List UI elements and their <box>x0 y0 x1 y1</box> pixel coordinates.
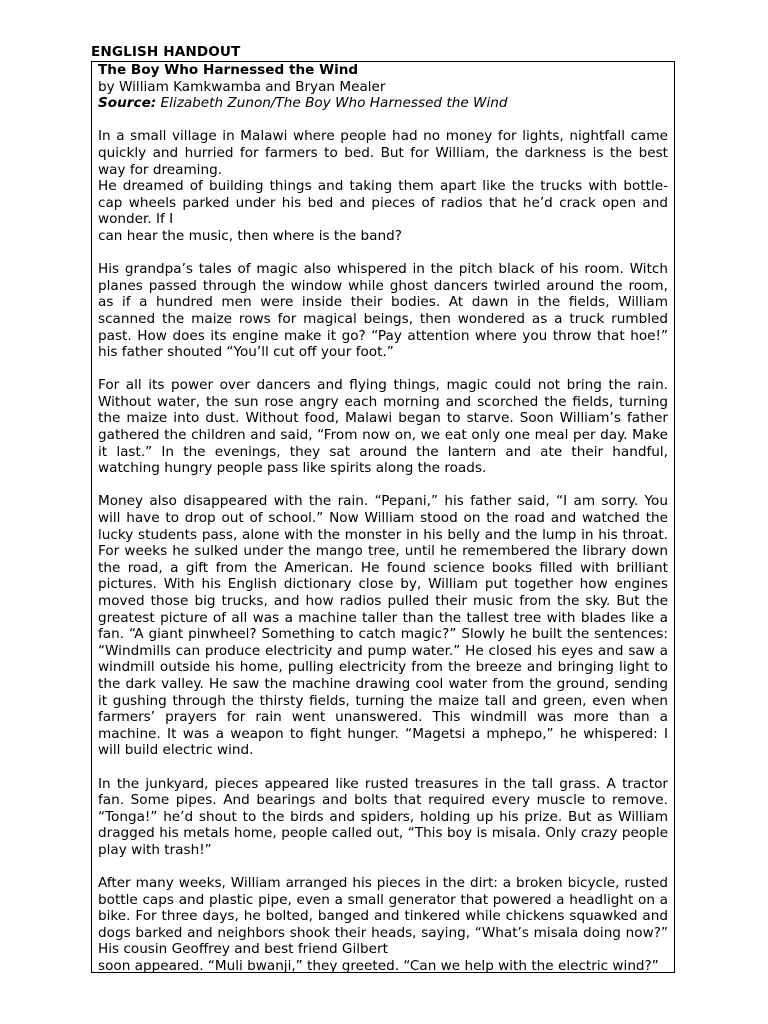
paragraph: soon appeared. “Muli bwanji,” they greeted. “Can we help with the electric wind?” <box>98 958 659 975</box>
paragraph: His grandpa’s tales of magic also whispered in the pitch black of his room. Witch planes passed through the window while ghost dancers twirled around the room, as if a hundred men were inside their bodies. At dawn in the fields, William scanned the maize rows for magical beings, then wondered as a truck rumbled past. How does its engine make it go? “Pay attention where you throw that hoe!” his father shouted “You’ll cut off your foot.” <box>98 261 668 361</box>
paragraph: Money also disappeared with the rain. “Pepani,” his father said, “I am sorry. You will have to drop out of school.” Now William stood on the road and watched the lucky students pass, alone with the monster in his belly and the lump in his throat. For weeks he sulked under the mango tree, until he remembered the library down the road, a gift from the American. He found science books filled with brilliant pictures. With his English dictionary close by, William put together how engines moved those big trucks, and how radios pulled their music from the sky. But the greatest picture of all was a machine taller than the tallest tree with blades like a fan. “A giant pinwheel? Something to catch magic?” Slowly he built the sentences: “Windmills can produce electricity and pump water.” He closed his eyes and saw a windmill outside his home, pulling electricity from the breeze and bringing light to the dark valley. He saw the machine drawing cool water from the ground, sending it gushing through the thirsty fields, turning the maize tall and green, even when farmers’ prayers for rain went unanswered. This windmill was more than a machine. It was a weapon to fight hunger. “Magetsi a mphepo,” he whispered: I will build electric wind. <box>98 493 668 759</box>
paragraph: In a small village in Malawi where people had no money for lights, nightfall came quickly and hurried for farmers to bed. But for William, the darkness is the best way for dreaming. <box>98 128 668 178</box>
source-text: Elizabeth Zunon/The Boy Who Harnessed the Wind <box>156 95 508 112</box>
paragraph: After many weeks, William arranged his pieces in the dirt: a broken bicycle, rusted bottle caps and plastic pipe, even a small generator that powered a headlight on a bike. For three days, he bolted, banged and tinkered while chickens squawked and dogs barked and neighbors shook their heads, saying, “What’s misala doing now?” His cousin Geoffrey and best friend Gilbert <box>98 875 668 958</box>
article-content <box>98 62 668 975</box>
article-byline: by William Kamkwamba and Bryan Mealer <box>98 78 386 95</box>
paragraph: For all its power over dancers and flying things, magic could not bring the rain. Without water, the sun rose angry each morning and scorched the fields, turning the maize into dust. Without food, Malawi began to starve. Soon William’s father gathered the children and said, “From now on, we eat only one meal per day. Make it last.” In the evenings, they sat around the lantern and ate their handful, watching hungry people pass like spirits along the roads. <box>98 377 668 477</box>
article-body <box>98 128 668 974</box>
article-title: The Boy Who Harnessed the Wind <box>98 62 359 78</box>
paragraph: can hear the music, then where is the band? <box>98 227 402 244</box>
handout-label: ENGLISH HANDOUT <box>91 44 241 60</box>
source-label: Source: <box>98 95 157 112</box>
article-source <box>98 95 668 112</box>
paragraph: In the junkyard, pieces appeared like rusted treasures in the tall grass. A tractor fan. Some pipes. And bearings and bolts that required every muscle to remove. “Tonga!” he’d shout to the birds and spiders, holding up his prize. But as William dragged his metals home, people called out, “This boy is misala. Only crazy people play with trash!” <box>98 775 668 858</box>
paragraph: He dreamed of building things and taking them apart like the trucks with bottle-cap wheels parked under his bed and pieces of radios that he’d crack open and wonder. If I <box>98 178 668 228</box>
article-box <box>91 61 675 973</box>
